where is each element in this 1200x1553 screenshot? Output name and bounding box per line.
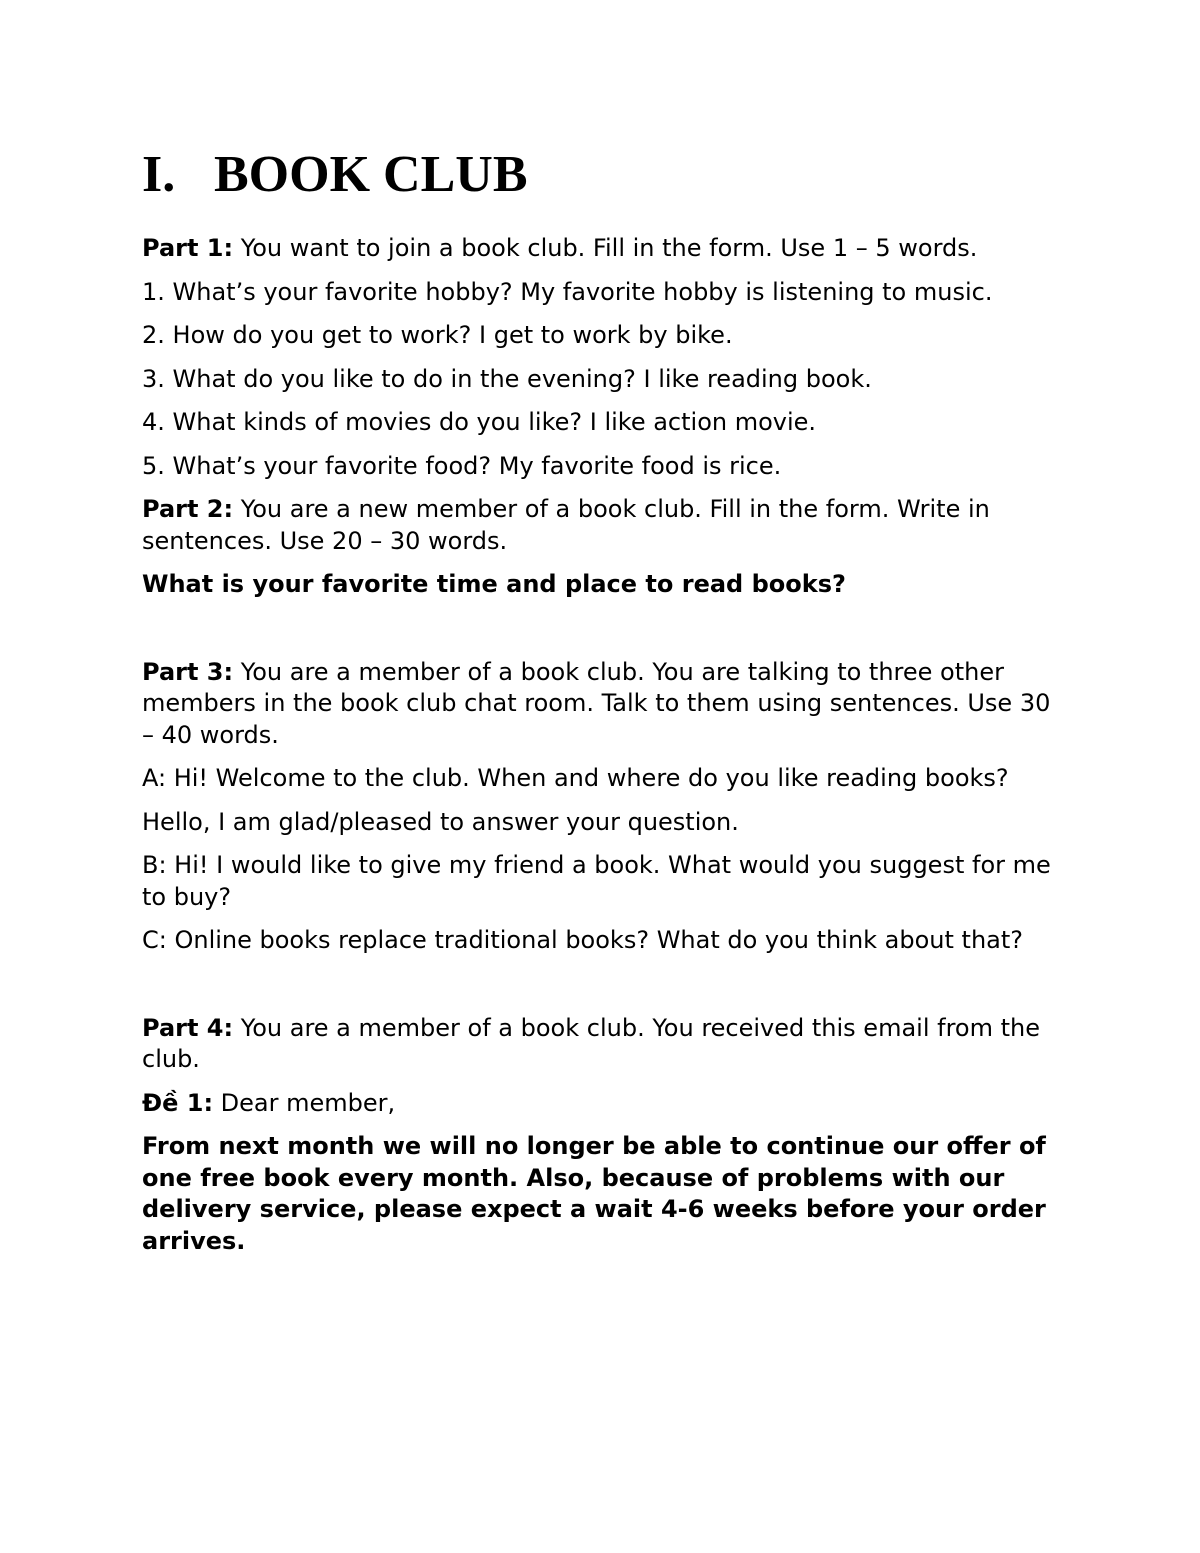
part2-question: What is your favorite time and place to read books? <box>142 570 846 598</box>
spacer <box>142 969 1067 1013</box>
part1-item-5: 5. What’s your favorite food? My favorite food is rice. <box>142 451 782 480</box>
de-label: Đề 1: <box>142 1088 214 1117</box>
part3-line-b: B: Hi! I would like to give my friend a book. What would you suggest for me to buy? <box>142 851 1051 911</box>
part1-intro <box>142 233 1067 265</box>
part4-label: Part 4: <box>142 1013 234 1042</box>
part4-intro <box>142 1013 1067 1076</box>
part2-intro <box>142 494 1067 557</box>
part3-line-a: A: Hi! Welcome to the club. When and where do you like reading books? <box>142 764 1009 792</box>
section-title: BOOK CLUB <box>214 146 528 203</box>
part3-instruction: You are a member of a book club. You are talking to three other members in the book club chat room. Talk to them using sentences. Use 30 – 40 words. <box>142 657 1051 749</box>
part1-item-4: 4. What kinds of movies do you like? I like action movie. <box>142 408 817 436</box>
part1-item-3: 3. What do you like to do in the evening? I like reading book. <box>142 364 872 393</box>
part3-label: Part 3: <box>142 657 234 686</box>
part4-instruction: You are a member of a book club. You received this email from the club. <box>142 1013 1040 1073</box>
part3-intro <box>142 657 1067 752</box>
spacer <box>142 613 1067 657</box>
part4-greeting-line <box>142 1088 1067 1120</box>
part1-label: Part 1: <box>142 234 234 262</box>
part1-instruction: You want to join a book club. Fill in the form. Use 1 – 5 words. <box>233 234 978 262</box>
email-body: From next month we will no longer be able to continue our offer of one free book every month. Also, because of problems with our delivery service, please expect a wait 4-6 weeks before your order arrives. <box>142 1132 1046 1255</box>
section-number: I. <box>142 146 176 203</box>
part3-answer: Hello, I am glad/pleased to answer your question. <box>142 807 739 836</box>
part2-label: Part 2: <box>142 495 234 523</box>
section-heading <box>142 144 528 206</box>
part3-line-c: C: Online books replace traditional books? What do you think about that? <box>142 926 1024 954</box>
part1-item-1: 1. What’s your favorite hobby? My favorite hobby is listening to music. <box>142 277 993 306</box>
part1-item-2: 2. How do you get to work? I get to work by bike. <box>142 321 733 349</box>
document-body <box>142 233 1067 1269</box>
part2-instruction: You are a new member of a book club. Fill in the form. Write in sentences. Use 20 – 30 words. <box>142 495 990 555</box>
greeting: Dear member, <box>213 1088 396 1117</box>
